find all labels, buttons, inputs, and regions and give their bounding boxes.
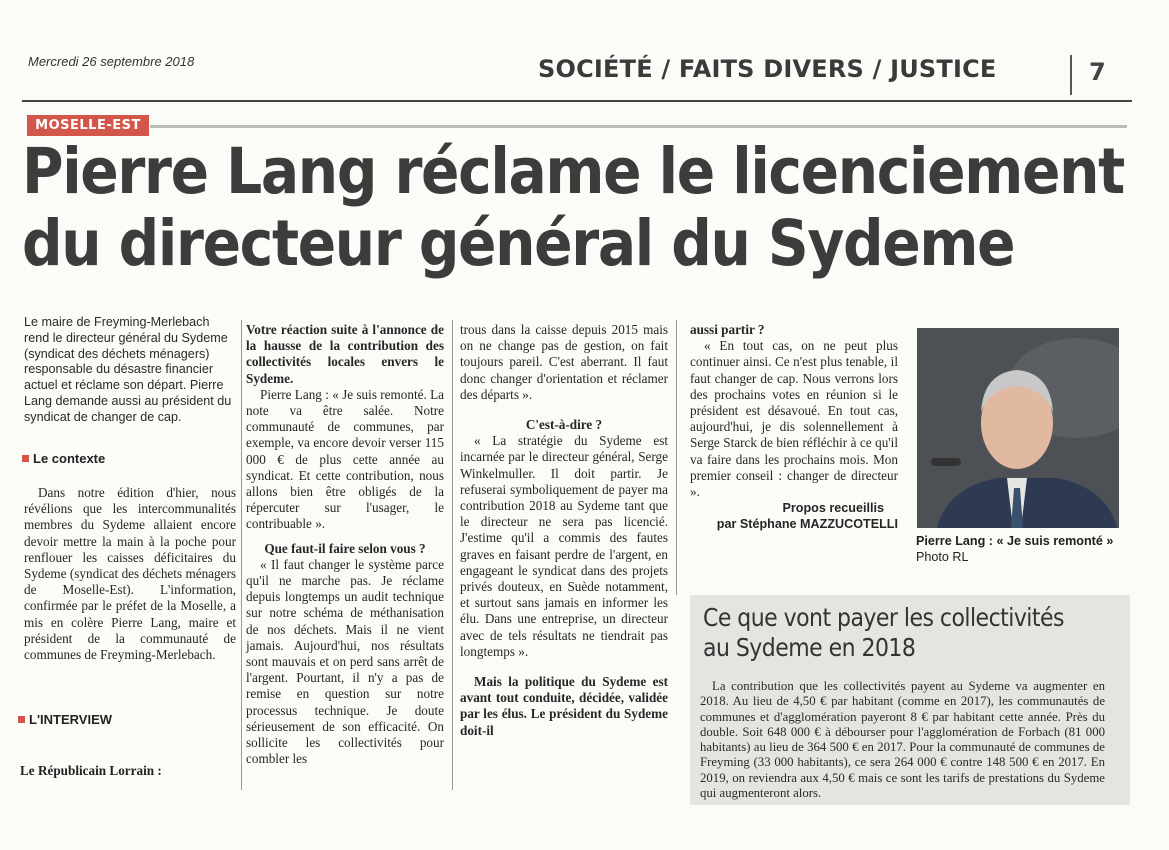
headline-line-2: du directeur général du Sydeme [22, 207, 1015, 280]
header-rule [22, 100, 1132, 102]
info-box-text: La contribution que les collectivités payent au Sydeme va augmenter en 2018. Au lieu de 4,50 € par habitant (comme en 2017), les communautés de communes et d'agglomération payeront 8 € par habitant cette année. Près du double. Soit 648 000 € à débourser pour l'agglomération de Forbach (81 000 habitants) au lieu de 364 500 € en 2017. Pour la communauté de communes de Freyming (33 000 habitants), ce sera 264 000 € contre 148 500 € en 2017. En 2019, on reviendra aux 4,50 € mais ce sont les tarifs de prestations du Sydeme qui augmenteront alors. [700, 679, 1105, 801]
context-text [24, 485, 236, 663]
bullet-square-icon [22, 455, 29, 462]
question-that-is: C'est-à-dire ? [525, 417, 603, 433]
context-heading-label: Le contexte [33, 451, 106, 466]
region-kicker: MOSELLE-EST [27, 115, 149, 136]
section-title: SOCIÉTÉ / FAITS DIVERS / JUSTICE [538, 55, 997, 83]
interview-source: Le Républicain Lorrain : [20, 763, 162, 778]
answer-what-to-do-part-2: trous dans la caisse depuis 2015 mais on ne change pas de gestion, on fait toujours pareil. C'est aberrant. Il faut donc changer d'orientation et réclamer des départs ». [460, 322, 668, 402]
photo-caption-text: Pierre Lang : « Je suis remonté » [916, 534, 1114, 548]
column-rule [676, 320, 677, 595]
info-box-title [703, 603, 1073, 663]
headline [22, 135, 1124, 280]
portrait-photo [917, 328, 1119, 528]
portrait-illustration [917, 328, 1119, 528]
info-box-title-line-2: au Sydeme en 2018 [703, 633, 916, 662]
interview-heading-label: L'INTERVIEW [29, 712, 113, 727]
interview-column-2 [246, 322, 444, 767]
question-president-part-1: Mais la politique du Sydeme est avant tout conduite, décidée, validée par les élus. Le président du Sydeme doit-il [460, 674, 668, 738]
question-president-part-2: aussi partir ? [690, 322, 765, 337]
interview-credit-line-2: par Stéphane MAZZUCOTELLI [716, 517, 898, 532]
header-divider [1070, 55, 1072, 95]
question-reaction: Votre réaction suite à l'annonce de la hausse de la contribution des collectivités locales envers le Sydeme. [246, 322, 444, 386]
photo-caption [916, 533, 1113, 565]
column-rule [452, 320, 453, 790]
answer-reaction: Pierre Lang : « Je suis remonté. La note va être salée. Notre communauté de communes, par exemple, va encore devoir verser 115 000 € de plus cette année au syndicat. Et cette contribution, nous allons bien être obligés de la répercuter sur l'usager, le contribuable ». [246, 386, 444, 532]
headline-line-1: Pierre Lang réclame le licenciement [22, 135, 1124, 208]
context-paragraph: Dans notre édition d'hier, nous révélions que les intercommunalités membres du Sydeme allaient encore devoir mettre la main à la poche pour renflouer les caisses déficitaires du Sydeme (syndicat des déchets ménagers de Moselle-Est). L'information, confirmée par le préfet de la Moselle, a mis en colère Pierre Lang, maire et président de la communauté de communes de Freyming-Merlebach. [24, 485, 236, 663]
page-number: 7 [1089, 58, 1106, 86]
answer-what-to-do-part-1: « Il faut changer le système parce qu'il ne marche pas. Je réclame depuis longtemps un audit technique sur notre schéma de méthanisation de nos déchets. Mais il ne vient jamais. Aujourd'hui, nos résultats sont mauvais et on perd sans arrêt de l'argent. Pourtant, il n'y a pas de remise en question sur notre processus technique. Je doute sérieusement de son efficacité. On sollicite les collectivités pour combler les [246, 556, 444, 767]
column-rule [241, 320, 242, 790]
publication-date: Mercredi 26 septembre 2018 [28, 54, 195, 69]
answer-president: « En tout cas, on ne peut plus continuer ainsi. Ce n'est plus tenable, il faut changer de cap. Nous verrons lors des prochains votes en réunion si le président est désavoué. En tout cas, aujourd'hui, je dis solennellement à Serge Starck de bien réfléchir à ce qu'il va faire dans les prochains mois. Mon premier conseil : changer de directeur ». [690, 338, 898, 500]
interview-column-3 [460, 322, 668, 739]
question-what-to-do: Que faut-il faire selon vous ? [264, 540, 426, 556]
interview-heading [18, 712, 112, 727]
photo-credit: Photo RL [916, 550, 969, 564]
interview-column-4 [690, 322, 898, 533]
context-heading [22, 451, 105, 466]
answer-that-is: « La stratégie du Sydeme est incarnée par le directeur général, Serge Winkelmuller. Il doit partir. Je refuserai symboliquement de payer ma contribution 2018 au Sydeme tant que le directeur ne sera pas licencié. J'estime qu'il a commis des fautes graves en faisant perdre de l'argent, en engageant le syndicat dans des projets privés douteux, en Suède notamment, et surtout sans jamais en informer les élu. Dans une entreprise, un directeur avec de tels résultats ne tiendrait pas longtemps ». [460, 433, 668, 659]
kicker-rule [150, 125, 1127, 128]
info-box-title-line-1: Ce que vont payer les collectivités [703, 603, 1064, 632]
bullet-square-icon [18, 716, 25, 723]
interview-credit-line-1: Propos recueillis [782, 501, 884, 516]
article-lead: Le maire de Freyming-Merlebach rend le directeur général du Sydeme (syndicat des déchets ménagers) responsable du désastre financier actuel et réclame son départ. Pierre Lang demande aussi au président du syndicat de changer de cap. [24, 315, 232, 424]
